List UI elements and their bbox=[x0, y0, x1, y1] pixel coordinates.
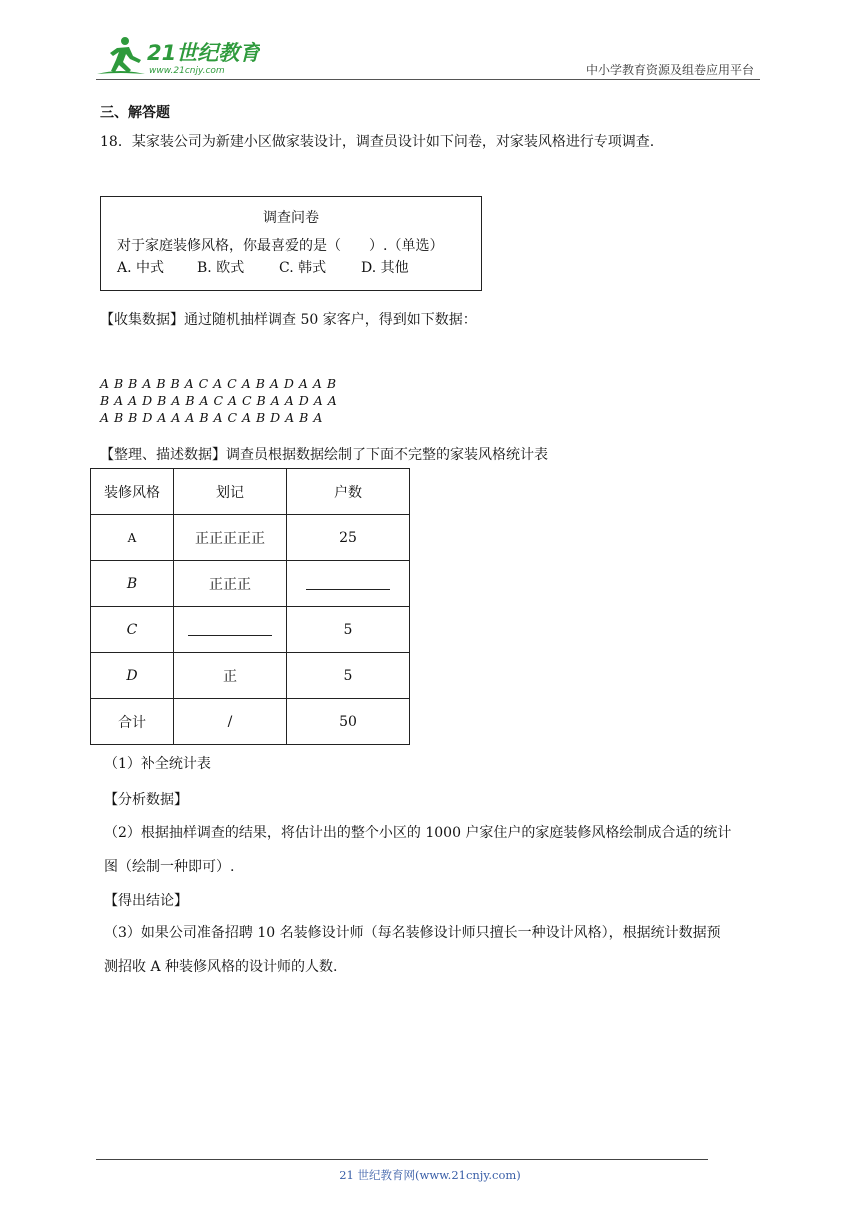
raw-data-row: B A A D B A B A C A C B A A D A A bbox=[100, 393, 338, 408]
style-cell: A bbox=[91, 515, 174, 561]
questionnaire-box bbox=[100, 196, 482, 291]
raw-data-row: A B B A B B A C A C A B A D A A B bbox=[100, 376, 337, 391]
count-blank-cell[interactable] bbox=[287, 561, 410, 607]
statistics-table bbox=[90, 468, 410, 745]
question-intro: 18．某家装公司为新建小区做家装设计，调查员设计如下问卷，对家装风格进行专项调查. bbox=[100, 134, 655, 150]
tally-blank-cell[interactable] bbox=[174, 607, 287, 653]
option-c: C. 韩式 bbox=[279, 260, 327, 276]
option-a: A. 中式 bbox=[117, 260, 165, 276]
svg-text:www.21cnjy.com: www.21cnjy.com bbox=[149, 66, 225, 76]
questionnaire-question: 对于家庭装修风格，你最喜爱的是（ ）.（单选） bbox=[117, 238, 444, 254]
style-cell: B bbox=[91, 561, 174, 607]
raw-data-row: A B B D A A A B A C A B D A B A bbox=[100, 410, 323, 425]
answer-blank[interactable] bbox=[306, 573, 390, 590]
header-divider bbox=[96, 79, 760, 80]
tally-cell: 正正正正正 bbox=[174, 515, 287, 561]
part-2-text: （2）根据抽样调查的结果，将估计出的整个小区的 1000 户家住户的家庭装修风格绘制成合适的统计 bbox=[104, 825, 732, 841]
table-row bbox=[91, 515, 410, 561]
runner-icon bbox=[97, 37, 145, 74]
table-row bbox=[91, 607, 410, 653]
count-cell: 5 bbox=[287, 607, 410, 653]
style-cell: 合计 bbox=[91, 699, 174, 745]
section-title: 三、解答题 bbox=[100, 105, 170, 121]
header-cell: 划记 bbox=[174, 469, 287, 515]
table-header-row bbox=[91, 469, 410, 515]
tally-cell: / bbox=[174, 699, 287, 745]
part-3-text: （3）如果公司准备招聘 10 名装修设计师（每名装修设计师只擅长一种设计风格），根据统计数据预 bbox=[104, 925, 721, 941]
tally-cell: 正 bbox=[174, 653, 287, 699]
count-cell: 5 bbox=[287, 653, 410, 699]
part-3-text-cont: 测招收 A 种装修风格的设计师的人数. bbox=[104, 959, 338, 975]
table-row bbox=[91, 561, 410, 607]
collect-data-text: 【收集数据】通过随机抽样调查 50 家客户，得到如下数据： bbox=[100, 312, 477, 328]
table-total-row bbox=[91, 699, 410, 745]
footer-divider bbox=[96, 1159, 708, 1160]
count-cell: 50 bbox=[287, 699, 410, 745]
option-b: B. 欧式 bbox=[197, 260, 245, 276]
questionnaire-title: 调查问卷 bbox=[263, 210, 319, 226]
analysis-heading: 【分析数据】 bbox=[104, 792, 188, 808]
questionnaire-options bbox=[117, 257, 409, 277]
style-cell: C bbox=[91, 607, 174, 653]
header-platform-text: 中小学教育资源及组卷应用平台 bbox=[585, 63, 754, 77]
svg-text:21世纪教育: 21世纪教育 bbox=[147, 41, 260, 65]
count-cell: 25 bbox=[287, 515, 410, 561]
answer-blank[interactable] bbox=[188, 619, 272, 636]
header-cell: 装修风格 bbox=[91, 469, 174, 515]
option-d: D. 其他 bbox=[361, 260, 409, 276]
conclusion-heading: 【得出结论】 bbox=[104, 893, 188, 909]
organize-data-text: 【整理、描述数据】调查员根据数据绘制了下面不完整的家装风格统计表 bbox=[100, 447, 548, 463]
part-1-text: （1）补全统计表 bbox=[104, 756, 211, 772]
part-2-text-cont: 图（绘制一种即可）. bbox=[104, 859, 235, 875]
header-cell: 户数 bbox=[287, 469, 410, 515]
table-row bbox=[91, 653, 410, 699]
style-cell: D bbox=[91, 653, 174, 699]
site-logo bbox=[95, 34, 260, 78]
tally-cell: 正正正 bbox=[174, 561, 287, 607]
footer-link[interactable]: 21 世纪教育网(www.21cnjy.com) bbox=[339, 1168, 521, 1182]
